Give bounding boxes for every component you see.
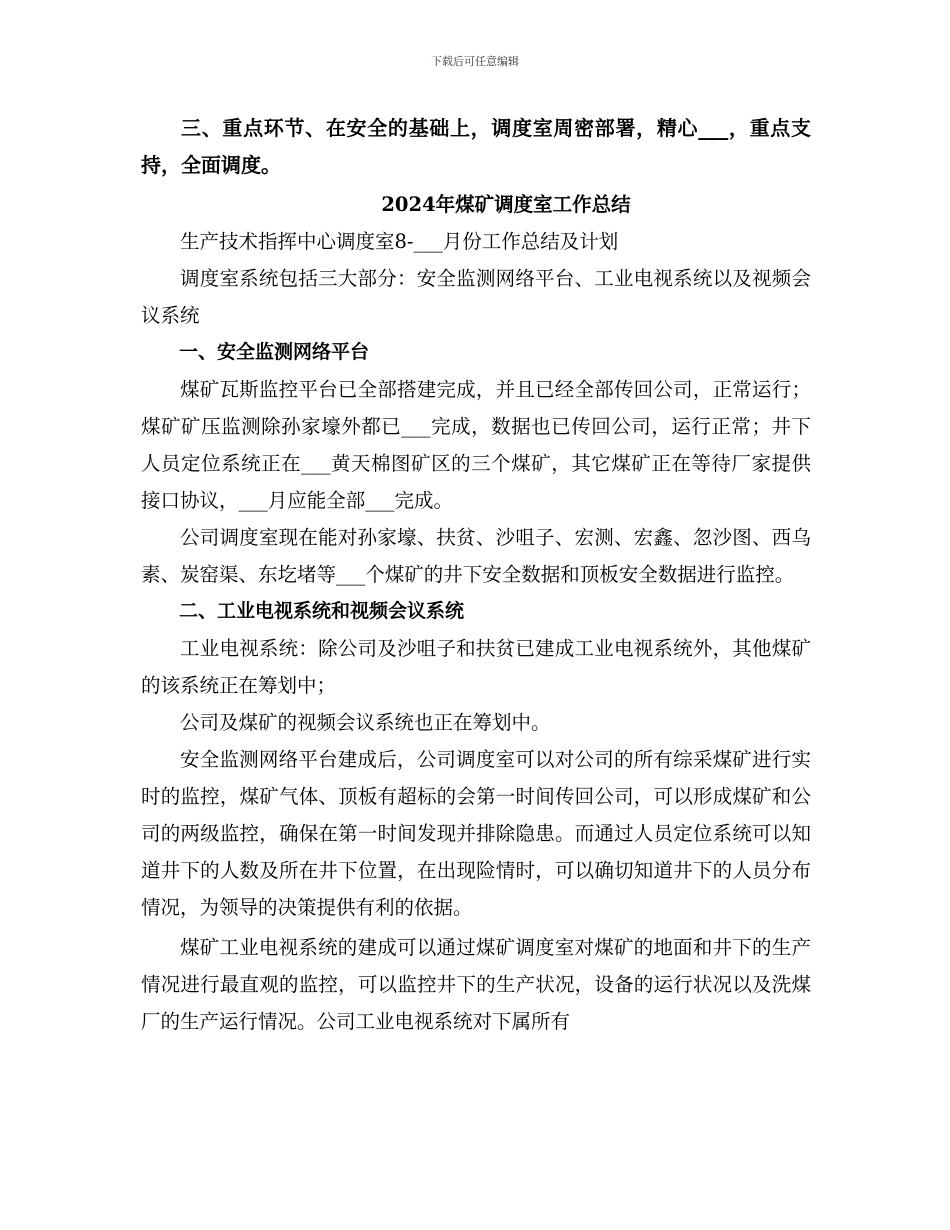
section2-paragraph: 公司及煤矿的视频会议系统也正在筹划中。: [180, 711, 551, 734]
section1-paragraph: 煤矿瓦斯监控平台已全部搭建完成，并且已经全部传回公司，正常运行；煤矿矿压监测除孙家壕外都已___完成，数据也已传回公司，运行正常；井下人员定位系统正在___黄天棉图矿区的三个煤矿，其它煤矿正在等待厂家提供接口协议，___月应能全部___完成。: [141, 378, 811, 512]
document-title: 2024年煤矿调度室工作总结: [381, 193, 631, 216]
lead-paragraph: 三、重点环节、在安全的基础上，调度室周密部署，精心___，重点支持，全面调度。: [141, 116, 811, 177]
section1-paragraph: 公司调度室现在能对孙家壕、扶贫、沙咀子、宏测、宏鑫、忽沙图、西乌素、炭窑渠、东圪堵等___个煤矿的井下安全数据和顶板安全数据进行监控。: [141, 526, 811, 586]
page-header: 下载后可任意编辑: [431, 55, 519, 68]
intro-paragraph: 调度室系统包括三大部分：安全监测网络平台、工业电视系统以及视频会议系统: [141, 267, 811, 327]
section2-paragraph: 煤矿工业电视系统的建成可以通过煤矿调度室对煤矿的地面和井下的生产情况进行最直观的监控，可以监控井下的生产状况，设备的运行状况以及洗煤厂的生产运行情况。公司工业电视系统对下属所有: [141, 936, 811, 1033]
section-heading-1: 一、安全监测网络平台: [179, 341, 370, 363]
document-body: [141, 110, 811, 1040]
section2-paragraph: 工业电视系统：除公司及沙咀子和扶贫已建成工业电视系统外，其他煤矿的该系统正在筹划中；: [141, 637, 811, 697]
subtitle-paragraph: 生产技术指挥中心调度室8-___月份工作总结及计划: [180, 230, 619, 253]
section2-paragraph: 安全监测网络平台建成后，公司调度室可以对公司的所有综采煤矿进行实时的监控，煤矿气体、顶板有超标的会第一时间传回公司，可以形成煤矿和公司的两级监控，确保在第一时间发现并排除隐患。而通过人员定位系统可以知道井下的人数及所在井下位置，在出现险情时，可以确切知道井下的人员分布情况，为领导的决策提供有利的依据。: [141, 748, 811, 919]
section-heading-2: 二、工业电视系统和视频会议系统: [179, 600, 465, 622]
